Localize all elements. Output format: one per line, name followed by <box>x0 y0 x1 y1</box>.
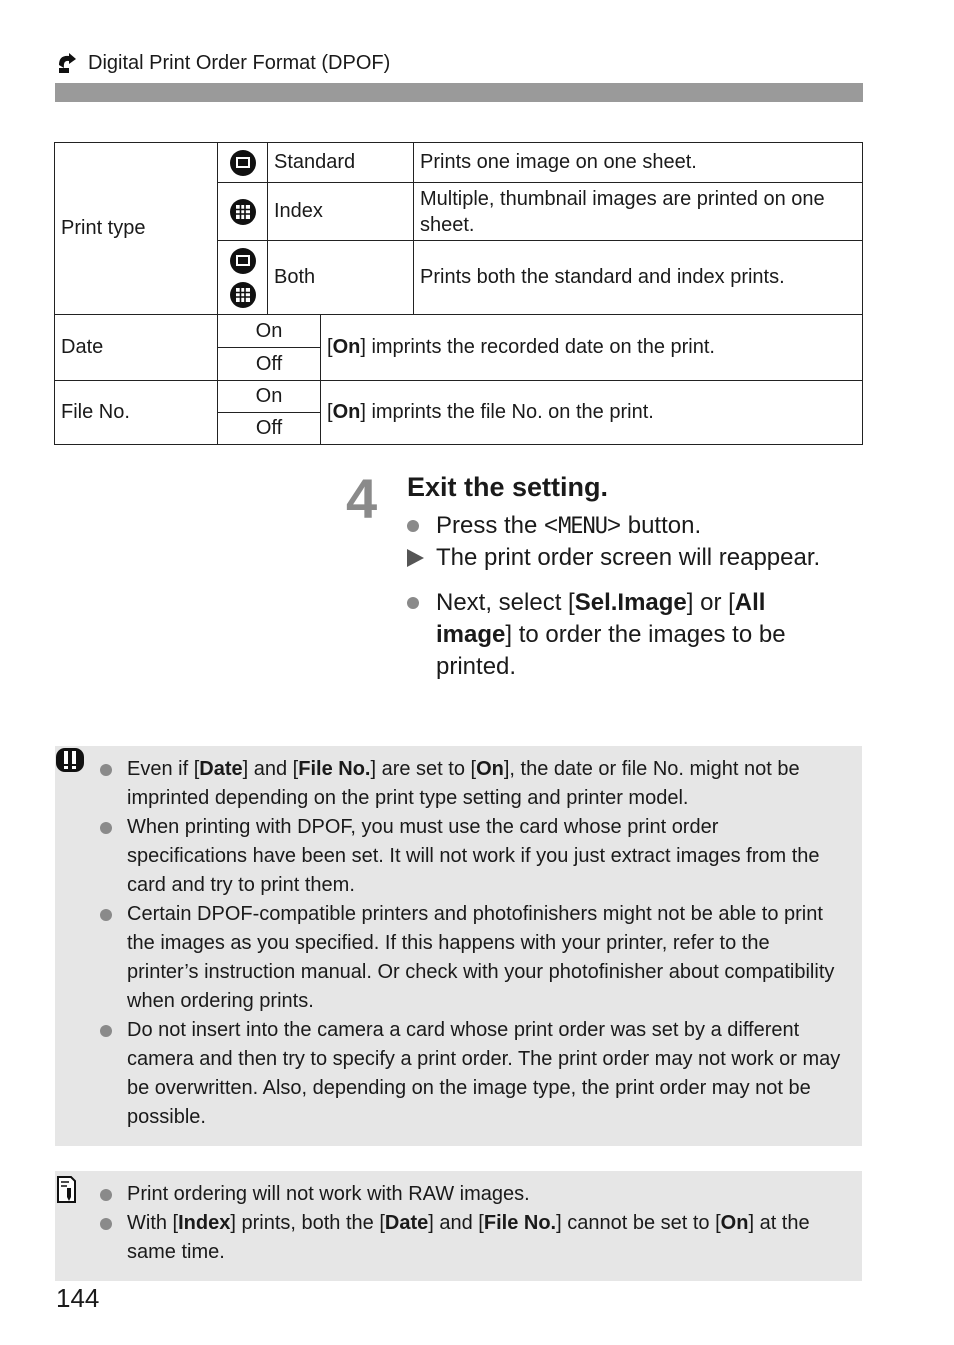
index-desc: Multiple, thumbnail images are printed on one sheet. <box>413 182 863 241</box>
file-no-off-option: Off <box>217 412 321 445</box>
list-item: Print ordering will not work with RAW images. <box>100 1180 842 1209</box>
step-instruction: Press the <MENU> button. <box>406 510 856 543</box>
file-no-label: File No. <box>54 380 218 445</box>
both-print-icon <box>229 247 257 275</box>
print-type-label: Print type <box>54 142 218 315</box>
date-off-option: Off <box>217 347 321 381</box>
step-instruction-2: Next, select [Sel.Image] or [All image] to order the images to be printed. <box>406 587 846 683</box>
page-number: 144 <box>56 1283 100 1313</box>
standard-print-icon <box>229 149 257 177</box>
list-item: Do not insert into the camera a card whose print order was set by a different camera and then try to specify a print order. The print order may not work or may be overwritten. Also, depending on the image type, the print order may not be possible. <box>100 1016 842 1132</box>
file-no-on-option: On <box>217 380 321 413</box>
index-name: Index <box>267 182 414 241</box>
list-item: Certain DPOF-compatible printers and photofinishers might not be able to print the images as you specified. If this happens with your printer, refer to the printer’s instruction manual. Or check with your photofinisher about compatibility when ordering prints. <box>100 900 842 1016</box>
standard-desc: Prints one image on one sheet. <box>413 142 863 183</box>
menu-button-label: MENU <box>558 514 608 539</box>
list-item: Even if [Date] and [File No.] are set to [On], the date or file No. might not be imprinted depending on the print type setting and printer model. <box>100 755 842 813</box>
caution-box <box>55 746 862 1146</box>
bullet-icon <box>407 520 419 532</box>
step-number: 4 <box>346 467 378 530</box>
note-icon <box>55 1175 85 1205</box>
page-header <box>56 49 390 77</box>
print-settings-table <box>54 142 863 445</box>
both-print-icon-index <box>229 281 257 309</box>
step-title: Exit the setting. <box>407 472 609 502</box>
caution-list <box>100 755 842 1132</box>
bullet-icon <box>407 597 419 609</box>
both-icon-cell <box>217 240 268 315</box>
step-result: The print order screen will reappear. <box>406 542 856 574</box>
list-item: When printing with DPOF, you must use the card whose print order specifications have been set. It will not work if you just extract images from the card and try to print them. <box>100 813 842 900</box>
both-name: Both <box>267 240 414 315</box>
both-desc: Prints both the standard and index prints. <box>413 240 863 315</box>
note-box <box>55 1171 862 1281</box>
date-desc: [ On ] imprints the recorded date on the print. <box>320 314 863 381</box>
standard-icon-cell <box>217 142 268 183</box>
result-arrow-icon <box>407 549 424 567</box>
list-item: With [Index] prints, both the [Date] and [File No.] cannot be set to [On] at the same time. <box>100 1209 842 1267</box>
file-no-desc: [ On ] imprints the file No. on the print. <box>320 380 863 445</box>
page-title: Digital Print Order Format (DPOF) <box>88 51 391 74</box>
date-on-option: On <box>217 314 321 348</box>
caution-icon <box>55 746 85 776</box>
date-label: Date <box>54 314 218 381</box>
print-order-icon <box>56 51 80 75</box>
note-list <box>100 1180 842 1267</box>
index-icon-cell <box>217 182 268 241</box>
index-print-icon <box>229 198 257 226</box>
standard-name: Standard <box>267 142 414 183</box>
header-divider <box>55 83 863 102</box>
